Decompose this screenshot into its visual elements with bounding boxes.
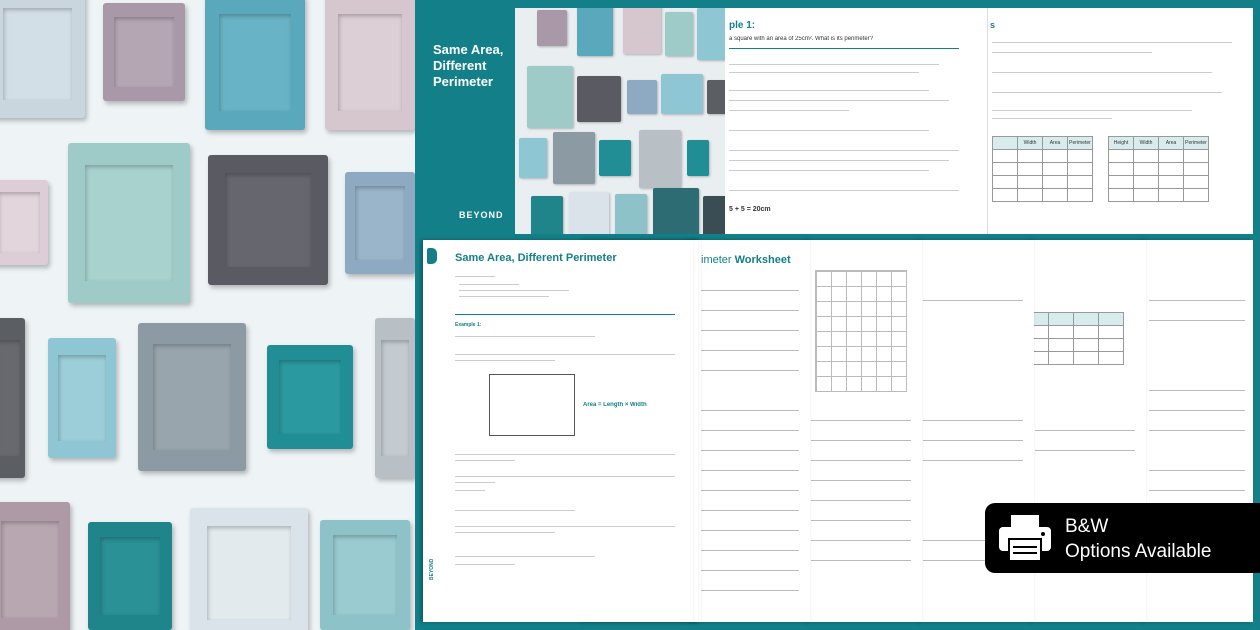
frame <box>68 143 190 303</box>
text-line <box>459 296 549 297</box>
answer-line <box>699 490 799 491</box>
sheet3-title-part: imeter <box>701 254 732 266</box>
frame <box>48 338 116 458</box>
answer-line <box>699 510 799 511</box>
mini-frame <box>653 188 699 234</box>
frame <box>375 318 415 478</box>
answer-line <box>811 420 911 421</box>
answer-line <box>1149 470 1245 471</box>
answer-line <box>1149 320 1245 321</box>
table-header: Width <box>1018 137 1043 150</box>
mini-frame <box>599 140 631 176</box>
frame <box>0 180 48 265</box>
slide-example-heading: ple 1: <box>729 20 756 31</box>
answer-line <box>1035 450 1135 451</box>
frame <box>325 0 415 130</box>
mini-frame <box>527 66 573 128</box>
answer-line <box>1149 430 1245 431</box>
answer-line <box>923 440 1023 441</box>
answer-line <box>923 420 1023 421</box>
answer-line <box>923 300 1023 301</box>
answer-line <box>811 480 911 481</box>
text-line <box>459 290 569 291</box>
divider <box>455 314 675 315</box>
slide-logo: BEYOND <box>459 210 504 220</box>
text-line <box>455 354 675 355</box>
worksheet-page-front <box>423 240 693 622</box>
hero-photo-frames <box>0 0 415 630</box>
sheet3-title <box>701 254 791 266</box>
mini-frame <box>665 12 693 56</box>
mini-frame <box>697 8 725 60</box>
frame <box>345 172 415 274</box>
text-line <box>729 190 959 191</box>
mini-frame <box>707 80 725 114</box>
frame <box>138 323 246 471</box>
answer-line <box>699 310 799 311</box>
slide-right-heading: s <box>990 20 996 30</box>
text-line <box>729 64 939 65</box>
answer-line <box>811 440 911 441</box>
slide-title-box <box>423 8 515 234</box>
text-line <box>729 130 929 131</box>
frame <box>267 345 353 449</box>
worksheet-title: Same Area, Different Perimeter <box>455 252 617 264</box>
text-line <box>729 100 949 101</box>
text-line <box>455 360 555 361</box>
answer-line <box>1035 430 1135 431</box>
text-line <box>992 72 1212 73</box>
frame <box>205 0 305 130</box>
answer-line <box>699 290 799 291</box>
text-line <box>729 90 929 91</box>
slide-table-1 <box>992 136 1093 202</box>
mini-frame <box>537 10 567 46</box>
area-formula: Area = Length × Width <box>583 402 647 408</box>
slide-answer: 5 + 5 = 20cm <box>729 206 771 213</box>
text-line <box>455 476 675 477</box>
answer-line <box>699 550 799 551</box>
answer-line <box>699 470 799 471</box>
divider <box>729 48 959 49</box>
text-line <box>729 110 849 111</box>
frame <box>208 155 328 285</box>
slide-table-2 <box>1108 136 1209 202</box>
answer-line <box>811 520 911 521</box>
mini-frame <box>577 76 621 122</box>
slide-photo <box>515 8 725 234</box>
sheet3-title-bold: Worksheet <box>734 254 791 266</box>
frame <box>320 520 410 630</box>
frame <box>88 522 172 630</box>
frame <box>103 3 185 101</box>
rectangle-diagram <box>489 374 575 436</box>
square-grid <box>815 270 907 392</box>
text-line <box>455 482 495 483</box>
table-header: Height <box>1109 137 1134 150</box>
answer-line <box>811 500 911 501</box>
text-line <box>455 556 595 557</box>
frame <box>0 0 85 118</box>
mini-frame <box>615 194 647 234</box>
answer-line <box>699 370 799 371</box>
mini-frame <box>531 196 563 234</box>
text-line <box>992 92 1222 93</box>
answer-line <box>923 460 1023 461</box>
answer-line <box>1149 410 1245 411</box>
slide-text-column <box>725 8 987 234</box>
answer-line <box>811 540 911 541</box>
answer-line <box>699 350 799 351</box>
table-header: Perimeter <box>1184 137 1209 150</box>
frame <box>0 318 25 478</box>
mini-frame <box>639 130 681 188</box>
text-line <box>729 160 949 161</box>
mini-frame <box>519 138 547 178</box>
text-line <box>729 150 959 151</box>
table-header: Width <box>1134 137 1159 150</box>
text-line <box>729 170 929 171</box>
answer-line <box>1149 390 1245 391</box>
text-line <box>455 336 595 337</box>
mini-frame <box>577 8 613 56</box>
text-line <box>455 564 515 565</box>
printer-icon <box>995 513 1055 563</box>
text-line <box>455 276 495 277</box>
answer-line <box>1149 300 1245 301</box>
slide-preview <box>423 8 1253 234</box>
answer-line <box>811 560 911 561</box>
text-line <box>459 284 519 285</box>
bw-options-badge <box>985 503 1260 573</box>
text-line <box>455 526 675 527</box>
answer-line <box>1149 490 1245 491</box>
slide-question: a square with an area of 25cm². What is its perimeter? <box>729 36 874 42</box>
mini-frame <box>703 196 725 234</box>
mini-frame <box>627 80 657 114</box>
text-line <box>455 460 515 461</box>
answer-line <box>699 450 799 451</box>
slide-right-column <box>987 8 1253 234</box>
answer-line <box>699 430 799 431</box>
answer-line <box>699 570 799 571</box>
table-header: Area <box>1043 137 1068 150</box>
mini-frame <box>569 192 609 234</box>
text-line <box>992 52 1152 53</box>
badge-line-1: B&W <box>1065 516 1109 537</box>
text-line <box>455 532 555 533</box>
frame <box>190 508 308 630</box>
mini-frame <box>687 140 709 176</box>
example-label: Example 1: <box>455 322 482 328</box>
answer-line <box>811 460 911 461</box>
answer-line <box>699 410 799 411</box>
worksheet-page <box>807 240 922 622</box>
text-line <box>455 490 485 491</box>
table-header: Perimeter <box>1068 137 1093 150</box>
answer-line <box>699 330 799 331</box>
worksheet-page <box>695 240 810 622</box>
beyond-logo-icon <box>427 248 437 264</box>
text-line <box>729 72 919 73</box>
mini-frame <box>553 132 595 184</box>
answer-table <box>1031 312 1124 365</box>
text-line <box>455 510 575 511</box>
badge-line-2: Options Available <box>1065 541 1212 562</box>
table-header: Area <box>1159 137 1184 150</box>
text-line <box>992 118 1112 119</box>
mini-frame <box>661 74 703 114</box>
frame <box>0 502 70 630</box>
text-line <box>455 454 675 455</box>
mini-frame <box>623 8 661 54</box>
text-line <box>992 42 1232 43</box>
answer-line <box>699 590 799 591</box>
text-line <box>992 110 1192 111</box>
slide-title: Same Area, Different Perimeter <box>433 42 504 89</box>
answer-line <box>699 530 799 531</box>
worksheet-logo: BEYOND <box>429 558 435 580</box>
